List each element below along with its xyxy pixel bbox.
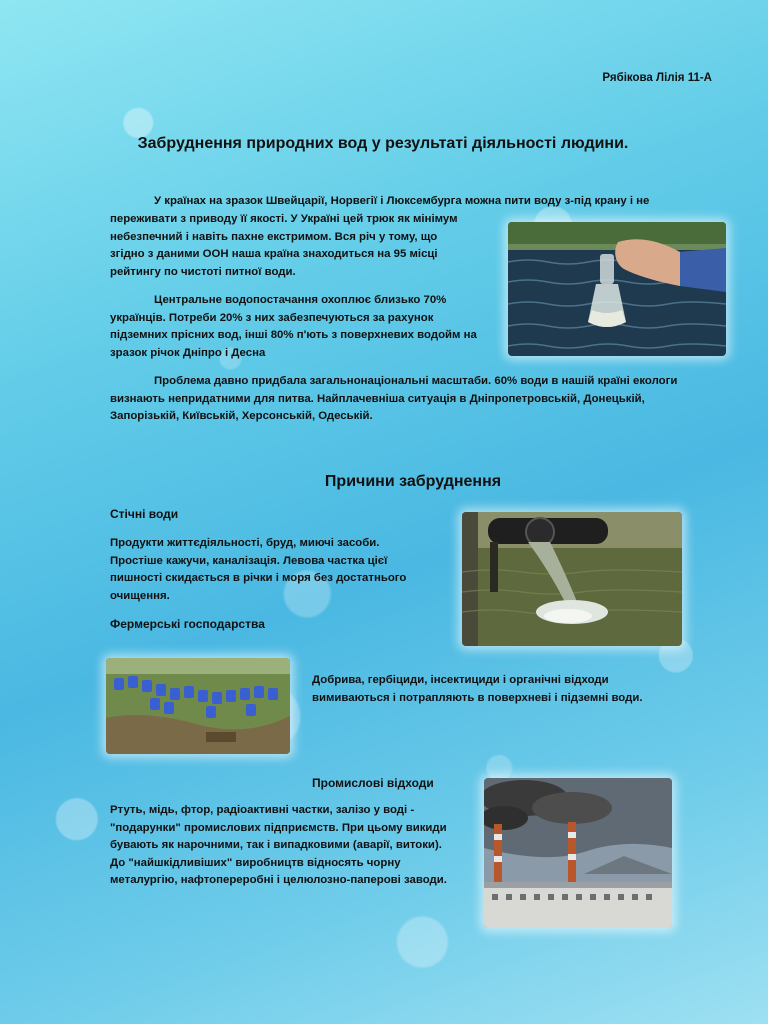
factory-photo <box>484 778 672 928</box>
sewage-text: Продукти життєдіяльності, бруд, миючі засоби. Простіше кажучи, каналізація. Левова частка цієї пишності скидається в річки і моря без достатнього очищення. <box>110 537 407 602</box>
farms-heading: Фермерські господарства <box>110 617 265 631</box>
farms-text: Добрива, гербіциди, інсектициди і органічні відходи вимиваються і потрапляють в поверхневі і підземні води. <box>312 674 643 704</box>
intro-paragraph-2: Центральне водопостачання охоплює близько 70% українців. Потреби 20% з них забезпечуються за рахунок підземних прісних вод, інші 80% п'ють з поверхневих водойм на зразок річок Дніпро і Десна <box>110 294 477 359</box>
farm-chemicals-photo <box>106 658 290 754</box>
intro-paragraph-1-line-1: У країнах на зразок Швейцарії, Норвегії і Люксембурга можна пити воду з-під крану і не <box>154 195 650 207</box>
sewage-heading: Стічні води <box>110 507 179 521</box>
author-name: Рябікова Лілія 11-А <box>602 72 712 84</box>
water-sample-photo <box>508 222 726 356</box>
intro-paragraph-3: Проблема давно придбала загальнонаціональні масштаби. 60% води в нашій країні екологи визнають непридатними для питва. Найплачевніша ситуація в Дніпропетровській, Донецькій, Запорізькій, Київській, Херсонській, Одеській. <box>110 375 678 423</box>
sewage-pipe-photo <box>462 512 682 646</box>
section-title-causes: Причини забруднення <box>324 473 502 490</box>
industry-text: Ртуть, мідь, фтор, радіоактивні частки, залізо у воді - "подарунки" промислових підприємств. При цьому викиди бувають як нарочними, так і випадковими (аварії, витоки). До "найшкідливіших" виробництв відносять чорну металургію, нафтопереробні і целюлозно-паперові заводи. <box>110 804 447 887</box>
page-title: Забруднення природних вод у результаті діяльності людини. <box>137 135 629 152</box>
industry-heading: Промислові відходи <box>312 776 434 790</box>
intro-paragraph-1: переживати з приводу її якості. У Україні цей трюк як мінімум небезпечний і навіть пахне екстримом. Вся річ у тому, що згідно з даними ООН наша країна знаходиться на 95 місці рейтингу по чистоті питної води. <box>110 213 458 278</box>
